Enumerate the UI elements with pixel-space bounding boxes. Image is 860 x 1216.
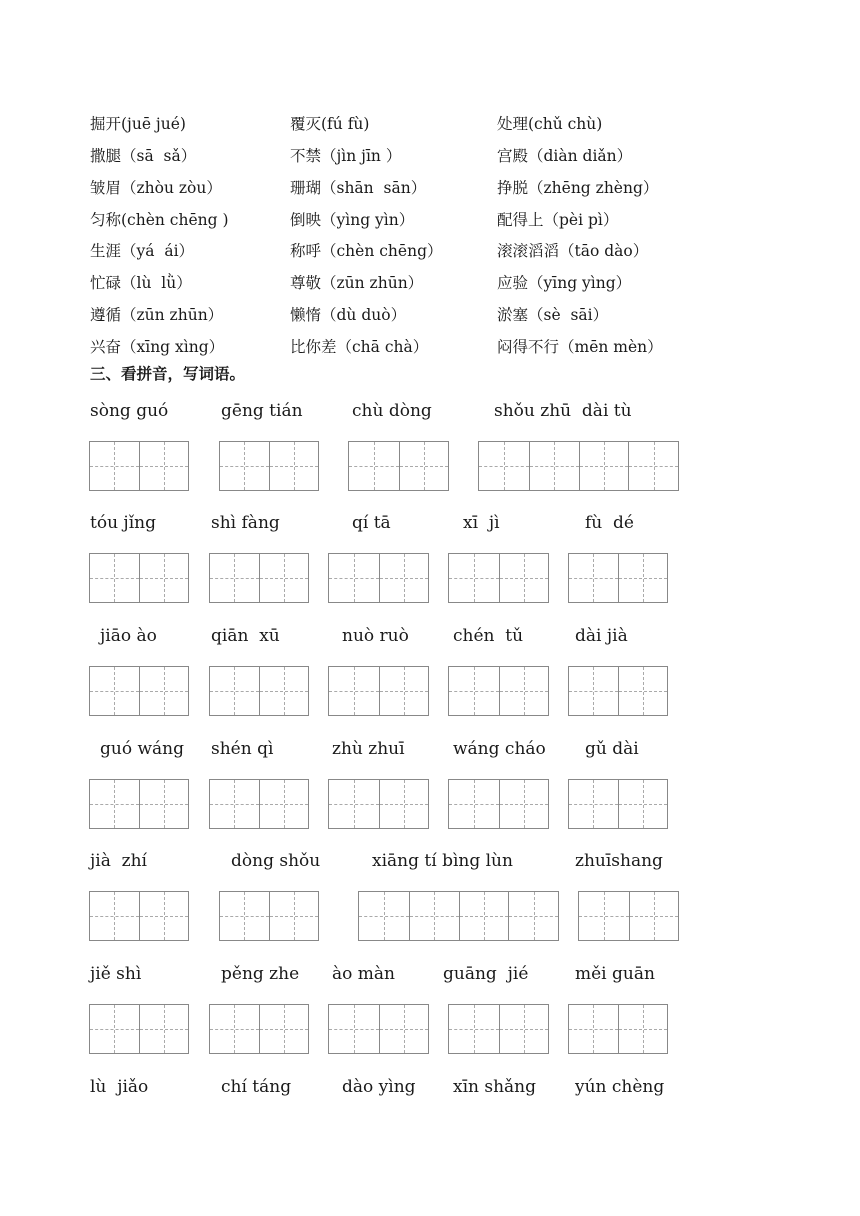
polyphone-item: 兴奋（xīng xìng） — [90, 338, 225, 356]
pinyin-label: chù dòng — [352, 401, 432, 421]
polyphone-item: 尊敬（zūn zhūn） — [290, 274, 424, 292]
pinyin-label: tóu jǐng — [90, 513, 156, 533]
pinyin-label: jià zhí — [90, 851, 147, 871]
pinyin-label: měi guān — [575, 964, 655, 984]
pinyin-label: yún chèng — [575, 1077, 665, 1097]
polyphone-item: 淤塞（sè sāi） — [497, 306, 609, 324]
pinyin-label: nuò ruò — [342, 626, 409, 646]
polyphone-item: 皱眉（zhòu zòu） — [90, 179, 222, 197]
writing-grid[interactable] — [219, 891, 319, 941]
writing-grid[interactable] — [448, 553, 549, 603]
writing-grid[interactable] — [209, 666, 309, 716]
polyphone-item: 忙碌（lù lǜ） — [90, 274, 192, 292]
pinyin-label: shǒu zhū dài tù — [494, 401, 632, 421]
pinyin-label: ào màn — [332, 964, 395, 984]
pinyin-label: chí táng — [221, 1077, 292, 1097]
polyphone-row — [0, 300, 860, 330]
polyphone-row — [0, 141, 860, 171]
writing-grid[interactable] — [209, 779, 309, 829]
writing-grid[interactable] — [448, 779, 549, 829]
polyphone-item: 比你差（chā chà） — [290, 338, 429, 356]
writing-grid[interactable] — [89, 441, 189, 491]
writing-grid[interactable] — [219, 441, 319, 491]
pinyin-label: sòng guó — [90, 401, 169, 421]
writing-grid[interactable] — [328, 779, 429, 829]
pinyin-label: zhuīshang — [575, 851, 663, 871]
writing-grid[interactable] — [568, 553, 668, 603]
polyphone-item: 遵循（zūn zhūn） — [90, 306, 224, 324]
section-title: 三、看拼音，写词语。 — [90, 365, 246, 383]
polyphone-item: 闷得不行（mēn mèn） — [497, 338, 663, 356]
polyphone-item: 挣脱（zhēng zhèng） — [497, 179, 659, 197]
pinyin-label: jiě shì — [90, 964, 142, 984]
polyphone-item: 懒惰（dù duò） — [290, 306, 407, 324]
polyphone-row — [0, 205, 860, 235]
writing-grid[interactable] — [448, 1004, 549, 1054]
polyphone-item: 称呼（chèn chēng） — [290, 242, 443, 260]
polyphone-row — [0, 109, 860, 139]
pinyin-label: zhù zhuī — [332, 739, 405, 759]
pinyin-label: qiān xū — [211, 626, 280, 646]
polyphone-item: 撒腿（sā sǎ） — [90, 147, 197, 165]
writing-grid[interactable] — [568, 666, 668, 716]
pinyin-label: lù jiǎo — [90, 1077, 149, 1097]
pinyin-label: chén tǔ — [453, 626, 524, 646]
pinyin-label: guó wáng — [100, 739, 184, 759]
polyphone-item: 不禁（jìn jīn ） — [290, 147, 402, 165]
writing-grid[interactable] — [209, 1004, 309, 1054]
pinyin-label: dào yìng — [342, 1077, 416, 1097]
pinyin-label: dòng shǒu — [231, 851, 321, 871]
pinyin-label: gǔ dài — [585, 739, 639, 759]
writing-grid[interactable] — [358, 891, 559, 941]
polyphone-item: 宫殿（diàn diǎn） — [497, 147, 633, 165]
polyphone-item: 应验（yīng yìng） — [497, 274, 632, 292]
polyphone-item: 掘开(juē jué) — [90, 115, 186, 133]
polyphone-item: 生涯（yá ái） — [90, 242, 195, 260]
pinyin-label: pěng zhe — [221, 964, 300, 984]
pinyin-label: wáng cháo — [453, 739, 546, 759]
pinyin-label: qí tā — [352, 513, 391, 533]
pinyin-label: xīn shǎng — [453, 1077, 537, 1097]
polyphone-item: 珊瑚（shān sān） — [290, 179, 427, 197]
polyphone-item: 覆灭(fú fù) — [290, 115, 370, 133]
writing-grid[interactable] — [478, 441, 679, 491]
polyphone-row — [0, 268, 860, 298]
pinyin-label: fù dé — [585, 513, 634, 533]
polyphone-row — [0, 236, 860, 266]
polyphone-row — [0, 173, 860, 203]
writing-grid[interactable] — [89, 553, 189, 603]
polyphone-item: 倒映（yìng yìn） — [290, 211, 415, 229]
writing-grid[interactable] — [89, 779, 189, 829]
pinyin-label: guāng jié — [443, 964, 529, 984]
pinyin-label: jiāo ào — [100, 626, 157, 646]
pinyin-label: xiāng tí bìng lùn — [372, 851, 513, 871]
writing-grid[interactable] — [209, 553, 309, 603]
writing-grid[interactable] — [89, 1004, 189, 1054]
polyphone-item: 匀称(chèn chēng ) — [90, 211, 229, 229]
writing-grid[interactable] — [328, 666, 429, 716]
writing-grid[interactable] — [448, 666, 549, 716]
writing-grid[interactable] — [578, 891, 679, 941]
writing-grid[interactable] — [89, 666, 189, 716]
polyphone-row — [0, 332, 860, 362]
pinyin-label: xī jì — [463, 513, 500, 533]
pinyin-label: shì fàng — [211, 513, 280, 533]
polyphone-item: 处理(chǔ chù) — [497, 115, 603, 133]
writing-grid[interactable] — [328, 553, 429, 603]
writing-grid[interactable] — [568, 1004, 668, 1054]
polyphone-item: 滚滚滔滔（tāo dào） — [497, 242, 649, 260]
writing-grid[interactable] — [568, 779, 668, 829]
pinyin-label: gēng tián — [221, 401, 303, 421]
pinyin-label: dài jià — [575, 626, 628, 646]
writing-grid[interactable] — [328, 1004, 429, 1054]
writing-grid[interactable] — [348, 441, 449, 491]
polyphone-item: 配得上（pèi pì） — [497, 211, 619, 229]
writing-grid[interactable] — [89, 891, 189, 941]
pinyin-label: shén qì — [211, 739, 274, 759]
